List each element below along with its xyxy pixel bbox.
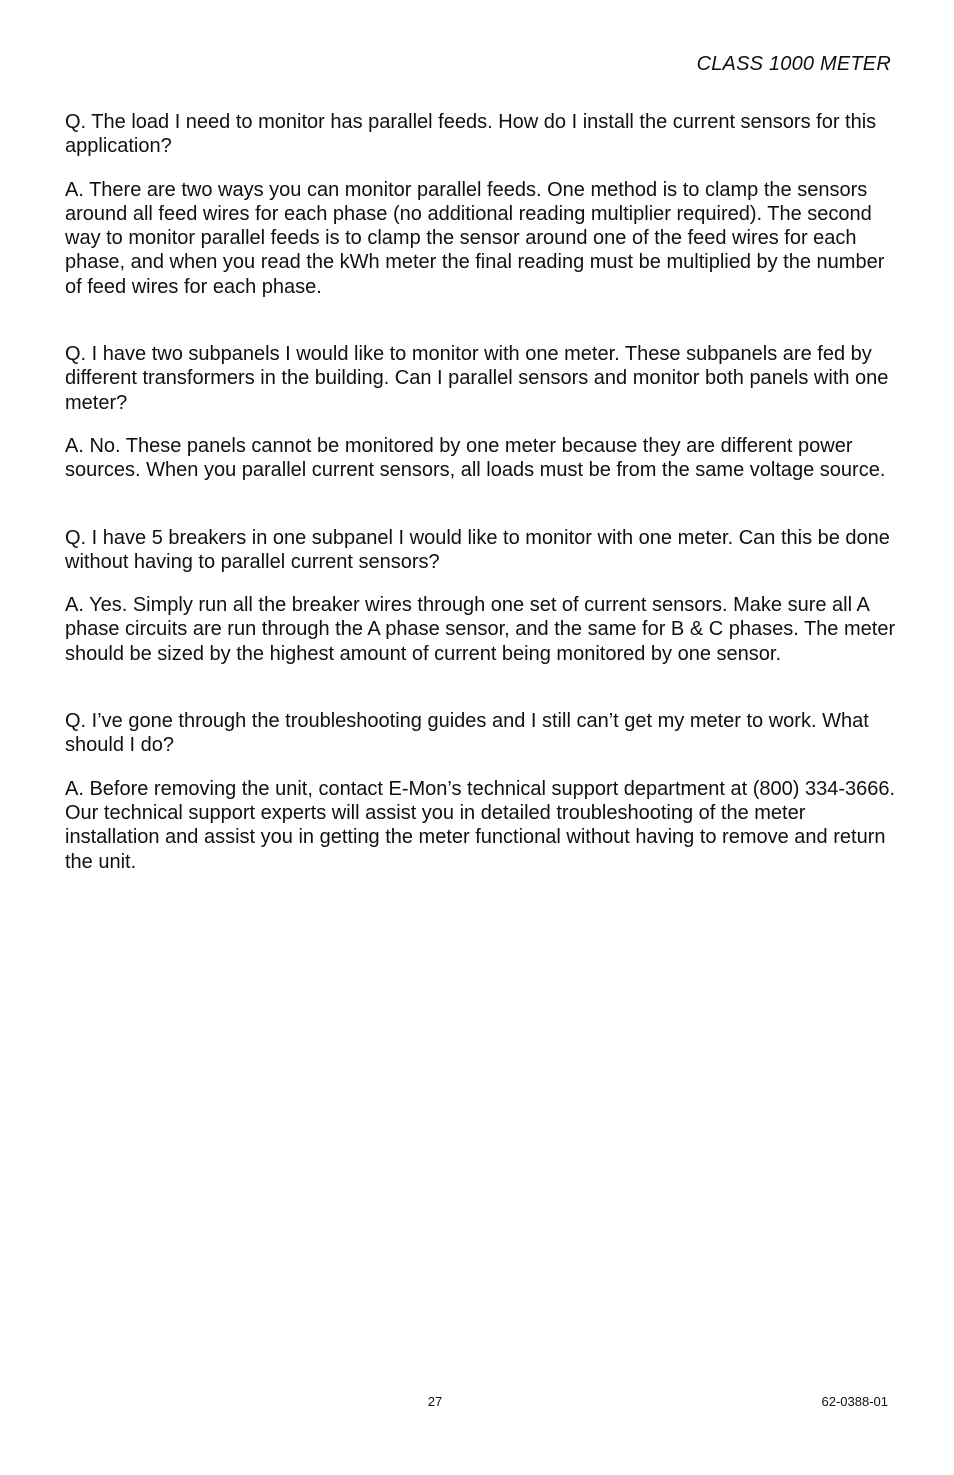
running-header: CLASS 1000 METER	[696, 53, 891, 75]
faq-question-2: Q. I have two subpanels I would like to monitor with one meter. These subpanels are fed by different transformers in the building. Can I parallel sensors and monitor both panels with one meter?	[65, 343, 889, 414]
faq-question-4: Q. I’ve gone through the troubleshooting guides and I still can’t get my meter to work. What should I do?	[65, 710, 869, 757]
faq-answer-1: A. There are two ways you can monitor parallel feeds. One method is to clamp the sensors around all feed wires for each phase (no additional reading multiplier required). The second way to monitor parallel feeds is to clamp the sensor around one of the feed wires for each phase, and when you read the kWh meter the final reading must be multiplied by the number of feed wires for each phase.	[65, 178, 885, 298]
faq-answer-2: A. No. These panels cannot be monitored by one meter because they are different power sources. When you parallel current sensors, all loads must be from the same voltage source.	[65, 434, 886, 482]
faq-question-1: Q. The load I need to monitor has parallel feeds. How do I install the current sensors for this application?	[65, 111, 877, 158]
document-number: 62-0388-01	[821, 1394, 888, 1409]
page-number: 27	[427, 1394, 443, 1409]
faq-section	[65, 110, 900, 874]
faq-answer-4: A. Before removing the unit, contact E-Mon’s technical support department at (800) 334-3666. Our technical support experts will assist you in detailed troubleshooting of the meter installation and assist you in getting the meter functional without having to remove and return the unit.	[65, 777, 896, 873]
faq-question-3: Q. I have 5 breakers in one subpanel I would like to monitor with one meter. Can this be done without having to parallel current sensors?	[65, 526, 890, 573]
faq-answer-3: A. Yes. Simply run all the breaker wires through one set of current sensors. Make sure all A phase circuits are run through the A phase sensor, and the same for B & C phases. The meter should be sized by the highest amount of current being monitored by one sensor.	[65, 594, 896, 665]
